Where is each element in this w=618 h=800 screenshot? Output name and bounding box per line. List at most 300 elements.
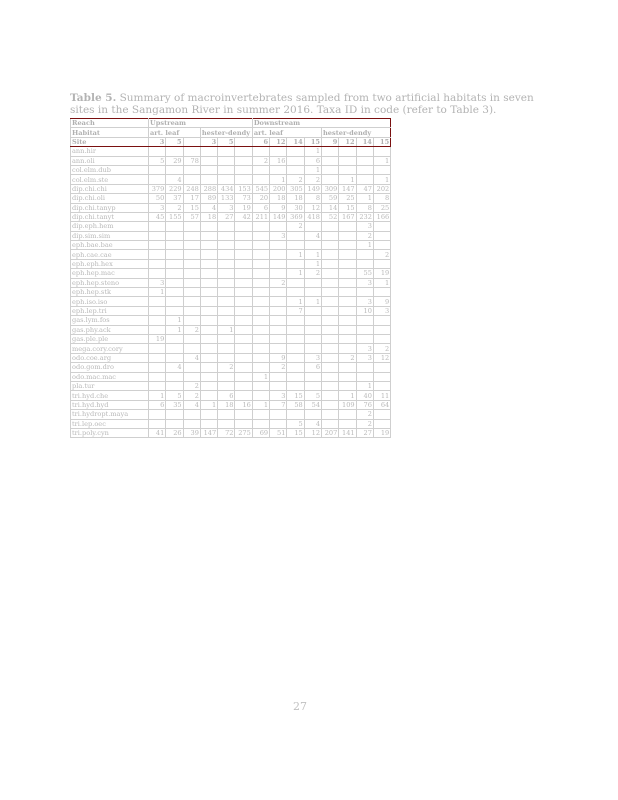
count-cell: 20	[252, 194, 269, 203]
count-cell	[339, 372, 356, 381]
site-cell: 6	[252, 137, 269, 146]
count-cell: 1	[356, 381, 373, 390]
count-cell	[322, 391, 339, 400]
count-cell	[235, 231, 252, 240]
table-row	[71, 231, 391, 240]
taxon-cell: tri.hyd.hyd	[71, 400, 149, 409]
count-cell	[166, 259, 183, 268]
count-cell	[322, 297, 339, 306]
count-cell: 12	[304, 203, 321, 212]
count-cell	[322, 175, 339, 184]
count-cell: 15	[287, 391, 304, 400]
count-cell	[270, 316, 287, 325]
taxon-cell: dip.chi.oli	[71, 194, 149, 203]
count-cell	[270, 297, 287, 306]
count-cell	[149, 297, 166, 306]
count-cell	[218, 372, 235, 381]
count-cell	[166, 147, 183, 156]
count-cell: 2	[356, 231, 373, 240]
count-cell: 9	[270, 353, 287, 362]
count-cell	[252, 419, 269, 428]
count-cell: 2	[356, 410, 373, 419]
count-cell: 275	[235, 428, 252, 437]
count-cell: 18	[287, 194, 304, 203]
count-cell: 19	[149, 334, 166, 343]
count-cell: 202	[373, 184, 390, 193]
count-cell: 11	[373, 391, 390, 400]
count-cell	[200, 353, 217, 362]
count-cell	[149, 316, 166, 325]
count-cell	[200, 372, 217, 381]
count-cell: 27	[218, 212, 235, 221]
count-cell	[287, 363, 304, 372]
count-cell: 3	[304, 353, 321, 362]
table-row	[71, 363, 391, 372]
count-cell: 6	[218, 391, 235, 400]
count-cell: 6	[252, 203, 269, 212]
count-cell	[322, 400, 339, 409]
count-cell	[252, 165, 269, 174]
count-cell	[339, 316, 356, 325]
site-cell: 5	[166, 137, 183, 146]
count-cell	[252, 231, 269, 240]
count-cell	[200, 419, 217, 428]
count-cell	[304, 410, 321, 419]
count-cell	[252, 334, 269, 343]
count-cell	[287, 353, 304, 362]
count-cell	[373, 372, 390, 381]
count-cell: 5	[287, 419, 304, 428]
count-cell	[339, 325, 356, 334]
count-cell	[339, 344, 356, 353]
taxon-cell: eph.iso.iso	[71, 297, 149, 306]
count-cell	[252, 222, 269, 231]
count-cell	[373, 147, 390, 156]
count-cell: 1	[287, 269, 304, 278]
macroinvertebrate-table	[70, 118, 391, 438]
count-cell: 29	[166, 156, 183, 165]
count-cell	[287, 381, 304, 390]
count-cell	[373, 334, 390, 343]
count-cell	[270, 269, 287, 278]
count-cell	[322, 334, 339, 343]
count-cell	[183, 334, 200, 343]
count-cell	[322, 372, 339, 381]
count-cell	[166, 269, 183, 278]
count-cell	[166, 353, 183, 362]
count-cell	[218, 306, 235, 315]
count-cell	[270, 250, 287, 259]
count-cell	[200, 165, 217, 174]
reach-label: Reach	[71, 119, 149, 128]
count-cell	[200, 156, 217, 165]
count-cell	[183, 269, 200, 278]
count-cell	[235, 288, 252, 297]
count-cell	[270, 222, 287, 231]
table-row	[71, 325, 391, 334]
count-cell	[304, 381, 321, 390]
count-cell	[218, 278, 235, 287]
count-cell	[166, 250, 183, 259]
count-cell: 369	[287, 212, 304, 221]
count-cell: 42	[235, 212, 252, 221]
count-cell	[287, 231, 304, 240]
count-cell	[287, 147, 304, 156]
count-cell: 1	[287, 250, 304, 259]
count-cell	[218, 231, 235, 240]
count-cell	[322, 325, 339, 334]
count-cell	[200, 381, 217, 390]
taxon-cell: dip.sim.sim	[71, 231, 149, 240]
count-cell: 3	[356, 278, 373, 287]
count-cell	[252, 410, 269, 419]
count-cell	[149, 325, 166, 334]
count-cell	[252, 278, 269, 287]
count-cell	[200, 278, 217, 287]
site-cell	[183, 137, 200, 146]
taxon-cell: gas.phy.ack	[71, 325, 149, 334]
count-cell: 2	[356, 419, 373, 428]
count-cell	[287, 241, 304, 250]
count-cell	[339, 288, 356, 297]
count-cell	[252, 259, 269, 268]
count-cell	[373, 222, 390, 231]
site-cell: 12	[339, 137, 356, 146]
taxon-cell: dip.eph.hem	[71, 222, 149, 231]
count-cell: 305	[287, 184, 304, 193]
count-cell: 109	[339, 400, 356, 409]
count-cell: 6	[304, 363, 321, 372]
habitat-header-row	[71, 128, 391, 137]
count-cell	[270, 306, 287, 315]
count-cell	[218, 288, 235, 297]
count-cell: 72	[218, 428, 235, 437]
count-cell: 2	[252, 156, 269, 165]
count-cell	[322, 156, 339, 165]
count-cell: 25	[373, 203, 390, 212]
taxon-cell: tri.hydropt.maya	[71, 410, 149, 419]
count-cell	[304, 241, 321, 250]
count-cell	[304, 316, 321, 325]
reach-header-row	[71, 119, 391, 128]
count-cell: 7	[287, 306, 304, 315]
table-row	[71, 175, 391, 184]
count-cell	[166, 165, 183, 174]
count-cell: 288	[200, 184, 217, 193]
count-cell: 232	[356, 212, 373, 221]
taxon-cell: eph.lep.tri	[71, 306, 149, 315]
count-cell: 3	[356, 344, 373, 353]
taxon-cell: odo.mac.mac	[71, 372, 149, 381]
taxon-cell: ann.hir	[71, 147, 149, 156]
count-cell: 133	[218, 194, 235, 203]
count-cell	[252, 344, 269, 353]
count-cell	[149, 175, 166, 184]
count-cell: 35	[166, 400, 183, 409]
count-cell	[252, 391, 269, 400]
count-cell: 58	[287, 400, 304, 409]
count-cell: 45	[149, 212, 166, 221]
count-cell: 2	[304, 175, 321, 184]
count-cell	[183, 147, 200, 156]
hester-downstream-label: hester-dendy	[322, 128, 391, 137]
count-cell: 149	[304, 184, 321, 193]
count-cell: 51	[270, 428, 287, 437]
count-cell	[149, 410, 166, 419]
taxon-cell: mega.cory.cory	[71, 344, 149, 353]
table-row	[71, 147, 391, 156]
count-cell: 57	[183, 212, 200, 221]
count-cell	[356, 288, 373, 297]
table-caption-text: Summary of macroinvertebrates sampled from two artificial habitats in seven sites in the Sangamon River in summer 2016. Taxa ID in code (refer to Table 3).	[70, 92, 534, 116]
table-row	[71, 353, 391, 362]
count-cell	[235, 278, 252, 287]
site-cell: 9	[322, 137, 339, 146]
count-cell	[356, 156, 373, 165]
table-row	[71, 391, 391, 400]
count-cell: 2	[373, 250, 390, 259]
count-cell: 12	[304, 428, 321, 437]
count-cell	[322, 259, 339, 268]
count-cell	[235, 410, 252, 419]
count-cell	[149, 222, 166, 231]
count-cell	[183, 419, 200, 428]
count-cell: 1	[304, 165, 321, 174]
table-row	[71, 156, 391, 165]
count-cell: 18	[200, 212, 217, 221]
count-cell: 54	[304, 400, 321, 409]
count-cell	[252, 381, 269, 390]
count-cell	[322, 231, 339, 240]
count-cell	[149, 381, 166, 390]
taxon-cell: odo.coe.arg	[71, 353, 149, 362]
taxon-cell: gas.lym.fos	[71, 316, 149, 325]
count-cell	[166, 297, 183, 306]
count-cell	[235, 156, 252, 165]
taxon-cell: eph.bae.bae	[71, 241, 149, 250]
table-row	[71, 278, 391, 287]
count-cell	[235, 353, 252, 362]
count-cell: 4	[166, 175, 183, 184]
count-cell	[200, 175, 217, 184]
count-cell: 37	[166, 194, 183, 203]
count-cell	[356, 147, 373, 156]
count-cell	[322, 269, 339, 278]
count-cell: 16	[270, 156, 287, 165]
count-cell	[235, 344, 252, 353]
count-cell	[183, 288, 200, 297]
count-cell: 1	[270, 175, 287, 184]
count-cell	[270, 241, 287, 250]
taxon-cell: eph.hep.stk	[71, 288, 149, 297]
count-cell: 16	[235, 400, 252, 409]
count-cell	[252, 306, 269, 315]
taxon-cell: eph.eph.hex	[71, 259, 149, 268]
count-cell	[235, 165, 252, 174]
count-cell: 10	[356, 306, 373, 315]
count-cell: 4	[200, 203, 217, 212]
art-leaf-upstream-label: art. leaf	[149, 128, 201, 137]
count-cell: 3	[356, 222, 373, 231]
count-cell: 9	[373, 297, 390, 306]
count-cell: 19	[235, 203, 252, 212]
count-cell	[304, 344, 321, 353]
count-cell	[183, 344, 200, 353]
count-cell	[149, 250, 166, 259]
count-cell: 2	[287, 222, 304, 231]
count-cell	[166, 344, 183, 353]
count-cell: 379	[149, 184, 166, 193]
count-cell	[339, 269, 356, 278]
art-leaf-downstream-label: art. leaf	[252, 128, 321, 137]
count-cell	[200, 363, 217, 372]
count-cell	[235, 297, 252, 306]
count-cell	[339, 156, 356, 165]
count-cell	[200, 325, 217, 334]
count-cell	[166, 372, 183, 381]
count-cell	[200, 391, 217, 400]
count-cell: 2	[270, 278, 287, 287]
count-cell	[235, 372, 252, 381]
count-cell: 2	[183, 325, 200, 334]
count-cell	[356, 325, 373, 334]
count-cell	[149, 372, 166, 381]
count-cell: 1	[218, 325, 235, 334]
table-row	[71, 410, 391, 419]
upstream-label: Upstream	[149, 119, 253, 128]
count-cell	[287, 278, 304, 287]
table-row	[71, 165, 391, 174]
count-cell	[339, 231, 356, 240]
count-cell	[166, 288, 183, 297]
count-cell	[218, 381, 235, 390]
count-cell	[287, 156, 304, 165]
count-cell: 3	[218, 203, 235, 212]
count-cell	[339, 297, 356, 306]
taxon-cell: tri.poly.cyn	[71, 428, 149, 437]
count-cell	[149, 363, 166, 372]
count-cell	[252, 175, 269, 184]
count-cell: 18	[218, 400, 235, 409]
count-cell	[200, 316, 217, 325]
count-cell: 3	[270, 231, 287, 240]
count-cell: 2	[183, 381, 200, 390]
count-cell: 8	[373, 194, 390, 203]
count-cell	[235, 222, 252, 231]
count-cell: 207	[322, 428, 339, 437]
count-cell	[373, 410, 390, 419]
count-cell: 1	[373, 278, 390, 287]
count-cell: 17	[183, 194, 200, 203]
count-cell	[322, 353, 339, 362]
count-cell	[149, 241, 166, 250]
count-cell	[218, 334, 235, 343]
taxon-cell: eph.hep.mac	[71, 269, 149, 278]
count-cell	[149, 231, 166, 240]
count-cell	[322, 316, 339, 325]
count-cell	[218, 316, 235, 325]
count-cell	[183, 297, 200, 306]
count-cell	[218, 297, 235, 306]
count-cell	[304, 325, 321, 334]
count-cell	[200, 334, 217, 343]
count-cell	[373, 363, 390, 372]
taxon-cell: col.elm.dub	[71, 165, 149, 174]
table-row	[71, 259, 391, 268]
site-cell: 14	[356, 137, 373, 146]
count-cell	[166, 241, 183, 250]
count-cell: 12	[373, 353, 390, 362]
taxon-cell: dip.chi.tanyt	[71, 212, 149, 221]
count-cell	[218, 165, 235, 174]
count-cell	[183, 175, 200, 184]
count-cell	[322, 147, 339, 156]
count-cell	[183, 231, 200, 240]
count-cell: 3	[270, 391, 287, 400]
count-cell	[270, 419, 287, 428]
count-cell	[373, 316, 390, 325]
count-cell: 4	[304, 231, 321, 240]
count-cell	[218, 259, 235, 268]
taxon-cell: col.elm.ste	[71, 175, 149, 184]
count-cell	[218, 410, 235, 419]
count-cell	[235, 381, 252, 390]
count-cell: 1	[373, 156, 390, 165]
count-cell	[252, 353, 269, 362]
count-cell	[183, 410, 200, 419]
table-row	[71, 222, 391, 231]
downstream-label: Downstream	[252, 119, 390, 128]
count-cell	[270, 372, 287, 381]
count-cell	[200, 288, 217, 297]
count-cell	[183, 363, 200, 372]
count-cell: 19	[373, 269, 390, 278]
count-cell	[322, 222, 339, 231]
count-cell	[373, 241, 390, 250]
count-cell: 78	[183, 156, 200, 165]
taxon-cell: dip.chi.chi	[71, 184, 149, 193]
count-cell	[373, 231, 390, 240]
habitat-label: Habitat	[71, 128, 149, 137]
count-cell: 1	[149, 391, 166, 400]
count-cell	[166, 231, 183, 240]
count-cell: 147	[200, 428, 217, 437]
count-cell	[270, 381, 287, 390]
count-cell: 1	[339, 175, 356, 184]
count-cell	[322, 250, 339, 259]
count-cell: 89	[200, 194, 217, 203]
count-cell: 2	[304, 269, 321, 278]
table-row	[71, 241, 391, 250]
count-cell: 167	[339, 212, 356, 221]
taxon-cell: ann.oli	[71, 156, 149, 165]
count-cell	[252, 250, 269, 259]
count-cell	[373, 259, 390, 268]
count-cell	[304, 306, 321, 315]
count-cell	[235, 316, 252, 325]
count-cell	[149, 147, 166, 156]
count-cell	[235, 419, 252, 428]
site-cell: 12	[270, 137, 287, 146]
count-cell: 200	[270, 184, 287, 193]
count-cell: 1	[200, 400, 217, 409]
count-cell: 69	[252, 428, 269, 437]
taxon-cell: eph.cae.cae	[71, 250, 149, 259]
count-cell	[304, 288, 321, 297]
count-cell	[339, 419, 356, 428]
count-cell: 155	[166, 212, 183, 221]
count-cell	[270, 325, 287, 334]
